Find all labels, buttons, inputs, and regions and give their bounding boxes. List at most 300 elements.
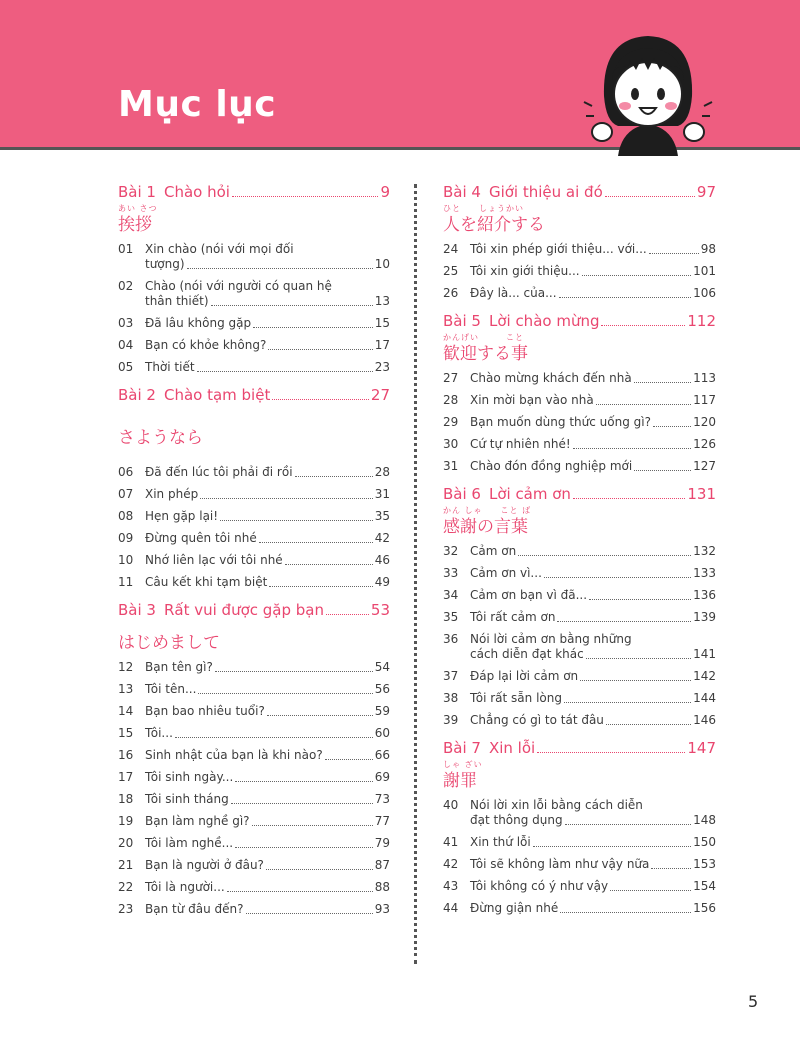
dot-leader <box>651 868 691 869</box>
toc-entry[interactable] <box>443 610 716 625</box>
toc-entry[interactable] <box>118 338 390 353</box>
entry-text: Tôi rất sẵn lòng <box>470 691 562 705</box>
dot-leader <box>586 658 691 659</box>
entry-line <box>145 770 390 785</box>
girl-mascot-icon <box>578 24 718 156</box>
entry-page: 69 <box>374 770 390 784</box>
entry-text: thân thiết) <box>145 294 209 308</box>
furigana: かんげい こと <box>443 333 524 342</box>
entry-text: Câu kết khi tạm biệt <box>145 575 268 589</box>
entry-line <box>145 836 390 851</box>
entry-text: Tôi xin giới thiệu... <box>470 264 580 278</box>
entry-text: Cảm ơn vì... <box>470 566 542 580</box>
entry-text: Đã lâu không gặp <box>145 316 252 330</box>
entry-text: Chào mừng khách đến nhà <box>470 371 632 385</box>
entry-number: 32 <box>443 544 459 558</box>
entry-body <box>145 880 390 895</box>
entry-text: tượng) <box>145 257 185 271</box>
lesson-heading[interactable] <box>443 182 716 202</box>
entry-number: 09 <box>118 531 134 545</box>
entry-page: 142 <box>693 669 716 683</box>
entry-body <box>470 437 716 452</box>
lesson-heading[interactable] <box>443 738 716 758</box>
toc-entry[interactable] <box>443 264 716 279</box>
entry-body <box>470 544 716 559</box>
japanese-title: 歓迎する事 <box>443 344 528 364</box>
dot-leader <box>232 196 379 197</box>
entry-page: 154 <box>693 879 716 893</box>
toc-entry[interactable] <box>443 879 716 894</box>
lesson-title: Chào tạm biệt <box>163 386 271 404</box>
entry-page: 150 <box>693 835 716 849</box>
entry-text: Tôi sinh ngày... <box>145 770 234 784</box>
entry-number: 26 <box>443 286 459 300</box>
entry-line <box>470 798 716 813</box>
entry-text: Nói lời xin lỗi bằng cách diễn <box>470 798 643 812</box>
entry-text: Bạn bao nhiêu tuổi? <box>145 704 265 718</box>
entry-text: Tôi sinh tháng <box>145 792 229 806</box>
entry-text: Hẹn gặp lại! <box>145 509 219 523</box>
dot-leader <box>601 325 685 326</box>
entry-page: 10 <box>374 257 390 271</box>
lesson-heading[interactable] <box>443 484 716 504</box>
entry-body <box>145 279 390 309</box>
lesson-heading[interactable] <box>118 182 390 202</box>
toc-entry[interactable] <box>118 726 390 741</box>
japanese-title: はじめまして <box>118 633 220 653</box>
entry-body <box>145 465 390 480</box>
entry-number: 31 <box>443 459 459 473</box>
entry-page: 88 <box>374 880 390 894</box>
toc-entry[interactable] <box>443 415 716 430</box>
entry-page: 117 <box>693 393 716 407</box>
dot-leader <box>610 890 691 891</box>
dot-leader <box>606 724 691 725</box>
entry-body <box>145 242 390 272</box>
dot-leader <box>573 498 685 499</box>
lesson-page: 53 <box>370 601 390 619</box>
dot-leader <box>235 781 372 782</box>
lesson-section <box>118 182 390 375</box>
dot-leader <box>200 498 373 499</box>
entry-page: 49 <box>374 575 390 589</box>
entry-number: 08 <box>118 509 134 523</box>
entry-page: 113 <box>693 371 716 385</box>
dot-leader <box>559 297 692 298</box>
entry-number: 40 <box>443 798 459 812</box>
entry-page: 141 <box>693 647 716 661</box>
entry-number: 04 <box>118 338 134 352</box>
entry-line <box>470 437 716 452</box>
entry-page: 28 <box>374 465 390 479</box>
entry-body <box>145 553 390 568</box>
dot-leader <box>272 399 369 400</box>
toc-entry[interactable] <box>118 242 390 272</box>
dot-leader <box>565 824 691 825</box>
entry-number: 42 <box>443 857 459 871</box>
toc-entry[interactable] <box>118 902 390 917</box>
dot-leader <box>573 448 691 449</box>
entry-line <box>145 338 390 353</box>
dot-leader <box>564 702 691 703</box>
toc-entry[interactable] <box>443 393 716 408</box>
entry-body <box>145 682 390 697</box>
entry-number: 19 <box>118 814 134 828</box>
toc-entry[interactable] <box>443 713 716 728</box>
entry-page: 87 <box>374 858 390 872</box>
entry-line <box>145 748 390 763</box>
lesson-section <box>443 738 716 916</box>
furigana <box>118 407 390 417</box>
entry-text: Chẳng có gì to tát đâu <box>470 713 604 727</box>
entry-line <box>470 566 716 581</box>
entry-line <box>145 360 390 375</box>
lesson-number: Bài 1 <box>118 183 156 201</box>
entry-text: Sinh nhật của bạn là khi nào? <box>145 748 323 762</box>
dot-leader <box>326 614 369 615</box>
entry-page: 73 <box>374 792 390 806</box>
entry-body <box>470 669 716 684</box>
dot-leader <box>235 847 373 848</box>
entry-text: Xin thứ lỗi <box>470 835 531 849</box>
entry-body <box>145 509 390 524</box>
entry-line <box>145 704 390 719</box>
entry-body <box>145 814 390 829</box>
entry-body <box>145 792 390 807</box>
dot-leader <box>187 268 373 269</box>
entry-number: 01 <box>118 242 134 256</box>
dot-leader <box>220 520 373 521</box>
entry-number: 36 <box>443 632 459 646</box>
entry-number: 39 <box>443 713 459 727</box>
entry-text: Cứ tự nhiên nhé! <box>470 437 571 451</box>
entry-body <box>145 660 390 675</box>
entry-body <box>145 487 390 502</box>
dot-leader <box>580 680 691 681</box>
entry-number: 41 <box>443 835 459 849</box>
dot-leader <box>268 349 372 350</box>
entry-body <box>470 835 716 850</box>
entry-page: 98 <box>700 242 716 256</box>
toc-entry[interactable] <box>443 371 716 386</box>
entry-text: Tôi làm nghề... <box>145 836 234 850</box>
entry-number: 20 <box>118 836 134 850</box>
entry-number: 11 <box>118 575 134 589</box>
entry-body <box>470 691 716 706</box>
dot-leader <box>634 382 691 383</box>
lesson-section <box>443 182 716 301</box>
entry-line <box>145 465 390 480</box>
toc-entry[interactable] <box>443 588 716 603</box>
entry-body <box>470 393 716 408</box>
entry-page: 56 <box>374 682 390 696</box>
entry-line <box>470 459 716 474</box>
entry-page: 146 <box>693 713 716 727</box>
dot-leader <box>325 759 373 760</box>
entry-page: 59 <box>374 704 390 718</box>
dot-leader <box>253 327 373 328</box>
dot-leader <box>560 912 691 913</box>
entry-page: 15 <box>374 316 390 330</box>
dot-leader <box>259 542 373 543</box>
entry-body <box>470 713 716 728</box>
lesson-page: 147 <box>687 739 716 757</box>
entry-text: Xin phép <box>145 487 199 501</box>
dot-leader <box>227 891 373 892</box>
entry-line <box>470 691 716 706</box>
entry-text: Chào (nói với người có quan hệ <box>145 279 332 293</box>
toc-entry[interactable] <box>443 901 716 916</box>
entry-body <box>470 242 716 257</box>
entry-number: 23 <box>118 902 134 916</box>
toc-entry[interactable] <box>443 242 716 257</box>
entry-line <box>145 257 390 272</box>
entry-line <box>470 286 716 301</box>
toc-entry[interactable] <box>443 286 716 301</box>
toc-entry[interactable] <box>118 748 390 763</box>
lesson-number: Bài 4 <box>443 183 481 201</box>
entry-page: 93 <box>374 902 390 916</box>
entry-text: Tôi xin phép giới thiệu... với... <box>470 242 647 256</box>
dot-leader <box>246 913 373 914</box>
lesson-number: Bài 7 <box>443 739 481 757</box>
toc-entry[interactable] <box>443 632 716 662</box>
entry-text: Bạn từ đâu đến? <box>145 902 244 916</box>
entry-text: Chào đón đồng nghiệp mới <box>470 459 633 473</box>
lesson-section <box>443 484 716 728</box>
toc-entry[interactable] <box>118 575 390 590</box>
toc-entry[interactable] <box>118 465 390 480</box>
entry-page: 101 <box>693 264 716 278</box>
dot-leader <box>589 599 691 600</box>
entry-body <box>145 316 390 331</box>
entry-page: 126 <box>693 437 716 451</box>
entry-number: 06 <box>118 465 134 479</box>
lesson-title: Rất vui được gặp bạn <box>163 601 324 619</box>
dot-leader <box>285 564 373 565</box>
toc-entry[interactable] <box>118 792 390 807</box>
toc-entry[interactable] <box>443 669 716 684</box>
entry-number: 38 <box>443 691 459 705</box>
entry-body <box>470 632 716 662</box>
dot-leader <box>197 371 373 372</box>
entry-number: 30 <box>443 437 459 451</box>
entry-page: 120 <box>693 415 716 429</box>
toc-entry[interactable] <box>118 880 390 895</box>
entry-page: 136 <box>693 588 716 602</box>
entry-line <box>470 544 716 559</box>
entry-body <box>145 360 390 375</box>
entry-number: 15 <box>118 726 134 740</box>
lesson-section <box>118 600 390 917</box>
toc-entry[interactable] <box>118 553 390 568</box>
lesson-number: Bài 5 <box>443 312 481 330</box>
entry-text: Đáp lại lời cảm ơn <box>470 669 579 683</box>
dot-leader <box>634 470 691 471</box>
dot-leader <box>269 586 372 587</box>
dot-leader <box>596 404 691 405</box>
entry-text: Tôi là người... <box>145 880 225 894</box>
entry-text: Bạn muốn dùng thức uống gì? <box>470 415 651 429</box>
dot-leader <box>231 803 373 804</box>
furigana <box>118 622 390 632</box>
toc-entry[interactable] <box>118 509 390 524</box>
entry-body <box>470 415 716 430</box>
entry-body <box>470 901 716 916</box>
entry-line <box>145 553 390 568</box>
toc-entry[interactable] <box>118 814 390 829</box>
dot-leader <box>267 715 373 716</box>
toc-entry[interactable] <box>443 798 716 828</box>
lesson-section <box>118 385 390 590</box>
entry-text: Cảm ơn <box>470 544 517 558</box>
entry-body <box>145 704 390 719</box>
dot-leader <box>533 846 691 847</box>
toc-entry[interactable] <box>118 660 390 675</box>
lesson-page: 131 <box>687 485 716 503</box>
entry-body <box>145 858 390 873</box>
entry-number: 21 <box>118 858 134 872</box>
dot-leader <box>175 737 373 738</box>
toc-entry[interactable] <box>118 487 390 502</box>
lesson-heading[interactable] <box>443 311 716 331</box>
entry-text: đạt thông dụng <box>470 813 563 827</box>
entry-page: 66 <box>374 748 390 762</box>
toc-entry[interactable] <box>443 437 716 452</box>
entry-number: 05 <box>118 360 134 374</box>
entry-line <box>145 575 390 590</box>
entry-body <box>145 902 390 917</box>
entry-page: 23 <box>374 360 390 374</box>
dot-leader <box>211 305 373 306</box>
entry-body <box>470 857 716 872</box>
entry-page: 127 <box>693 459 716 473</box>
lesson-heading[interactable] <box>118 385 390 405</box>
entry-line <box>470 713 716 728</box>
entry-line <box>470 588 716 603</box>
toc-entry[interactable] <box>443 691 716 706</box>
dot-leader <box>605 196 695 197</box>
lesson-title: Xin lỗi <box>488 739 536 757</box>
entry-text: Thời tiết <box>145 360 195 374</box>
toc-entry[interactable] <box>118 770 390 785</box>
entry-text: Tôi... <box>145 726 173 740</box>
toc-entry[interactable] <box>118 360 390 375</box>
lesson-heading[interactable] <box>118 600 390 620</box>
entry-number: 14 <box>118 704 134 718</box>
dot-leader <box>537 752 685 753</box>
entry-page: 31 <box>374 487 390 501</box>
entry-page: 79 <box>374 836 390 850</box>
dot-leader <box>252 825 373 826</box>
toc-entry[interactable] <box>118 858 390 873</box>
entry-line <box>470 415 716 430</box>
entry-number: 03 <box>118 316 134 330</box>
furigana: かん しゃ こと ば <box>443 506 532 515</box>
entry-number: 33 <box>443 566 459 580</box>
toc-entry[interactable] <box>118 531 390 546</box>
entry-page: 35 <box>374 509 390 523</box>
dot-leader <box>557 621 691 622</box>
header-banner <box>0 0 800 150</box>
entry-number: 22 <box>118 880 134 894</box>
entry-line <box>145 294 390 309</box>
entry-text: Cảm ơn bạn vì đã... <box>470 588 588 602</box>
entry-page: 54 <box>374 660 390 674</box>
toc-right-column <box>443 182 716 926</box>
entry-line <box>470 857 716 872</box>
lesson-page: 27 <box>370 386 390 404</box>
toc-entry[interactable] <box>118 836 390 851</box>
furigana: あい さつ <box>118 204 158 213</box>
toc-entry[interactable] <box>118 682 390 697</box>
lesson-title: Lời cảm ơn <box>488 485 571 503</box>
dot-leader <box>544 577 691 578</box>
entry-line <box>145 792 390 807</box>
furigana: しゃ ざい <box>443 760 483 769</box>
entry-number: 35 <box>443 610 459 624</box>
entry-line <box>145 660 390 675</box>
entry-line <box>145 487 390 502</box>
entry-line <box>470 371 716 386</box>
toc-entry[interactable] <box>443 835 716 850</box>
entry-number: 02 <box>118 279 134 293</box>
entry-line <box>145 682 390 697</box>
entry-page: 60 <box>374 726 390 740</box>
entry-text: Bạn là người ở đâu? <box>145 858 264 872</box>
entry-number: 17 <box>118 770 134 784</box>
toc-entry[interactable] <box>443 459 716 474</box>
entry-body <box>145 770 390 785</box>
entry-page: 46 <box>374 553 390 567</box>
entry-page: 156 <box>693 901 716 915</box>
entry-body <box>470 879 716 894</box>
toc-entry[interactable] <box>443 544 716 559</box>
entry-line <box>470 393 716 408</box>
entry-text: cách diễn đạt khác <box>470 647 584 661</box>
lesson-number: Bài 2 <box>118 386 156 404</box>
entry-body <box>470 371 716 386</box>
entry-number: 25 <box>443 264 459 278</box>
toc-entry[interactable] <box>118 704 390 719</box>
toc-entry[interactable] <box>443 566 716 581</box>
toc-entry[interactable] <box>118 279 390 309</box>
column-divider <box>414 184 417 964</box>
entry-number: 24 <box>443 242 459 256</box>
toc-entry[interactable] <box>118 316 390 331</box>
entry-line <box>145 858 390 873</box>
dot-leader <box>518 555 691 556</box>
japanese-title: 謝罪 <box>443 771 477 791</box>
entry-line <box>145 880 390 895</box>
entry-body <box>145 531 390 546</box>
entry-page: 77 <box>374 814 390 828</box>
entry-page: 139 <box>693 610 716 624</box>
entry-line <box>470 813 716 828</box>
entry-line <box>470 610 716 625</box>
entry-line <box>145 902 390 917</box>
lesson-page: 9 <box>380 183 390 201</box>
entry-page: 106 <box>693 286 716 300</box>
entry-line <box>145 316 390 331</box>
dot-leader <box>582 275 691 276</box>
lesson-page: 112 <box>687 312 716 330</box>
entry-line <box>145 531 390 546</box>
entry-page: 153 <box>693 857 716 871</box>
entry-text: Bạn có khỏe không? <box>145 338 267 352</box>
toc-entry[interactable] <box>443 857 716 872</box>
entry-body <box>145 748 390 763</box>
